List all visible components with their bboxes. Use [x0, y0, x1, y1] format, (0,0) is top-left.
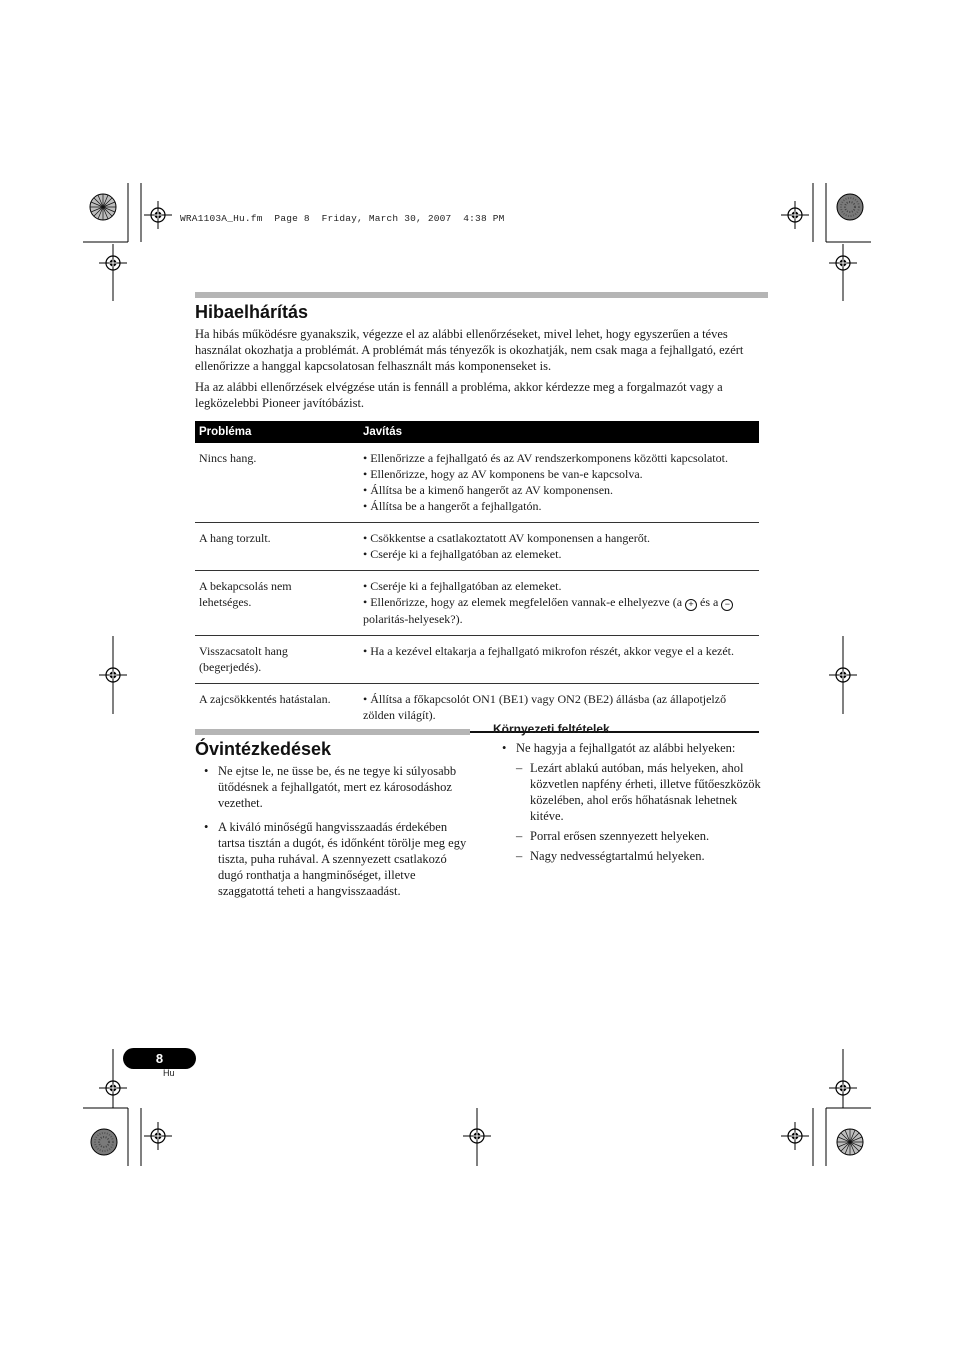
troubleshooting-title: Hibaelhárítás	[195, 302, 309, 322]
fix-text: polaritás-helyesek?).	[363, 612, 463, 626]
page-number-badge: 8	[123, 1048, 196, 1069]
fix-line: • Állítsa be a kimenő hangerőt az AV komponensen.	[363, 483, 614, 497]
list-item: • Ne ejtse le, ne üsse be, és ne tegye ki súlyosabb ütődésnek a fejhallgatót, mert ez károsodáshoz vezethet.	[196, 763, 472, 811]
col-header-fix: Javítás	[359, 421, 759, 443]
table-row	[195, 571, 759, 636]
minus-polarity-icon: −	[721, 599, 733, 611]
problem-cell: Visszacsatolt hang (begerjedés).	[195, 636, 359, 684]
troubleshooting-table	[195, 421, 759, 733]
environment-sublist	[494, 760, 768, 864]
troubleshooting-intro-2: Ha az alábbi ellenőrzések elvégzése után is fennáll a probléma, akkor kérdezze meg a forgalmazót vagy a legközelebbi Pioneer javítóbázist.	[195, 380, 723, 410]
precautions-title: Óvintézkedések	[195, 739, 332, 759]
fix-line	[363, 594, 755, 627]
environment-title: Környezeti feltételek	[493, 722, 610, 736]
fix-cell	[359, 443, 759, 523]
table-row	[195, 684, 759, 733]
section-bar-troubleshooting	[195, 292, 768, 298]
environment-block	[494, 740, 768, 868]
fix-text: és a	[700, 595, 719, 609]
col-header-problem: Probléma	[195, 421, 359, 443]
problem-cell: A bekapcsolás nem lehetséges.	[195, 571, 359, 636]
troubleshooting-intro-1: Ha hibás működésre gyanakszik, végezze el az alábbi ellenőrzéseket, mivel lehet, hogy egyszerűen a téves használat okozhatja a problémát. A problémát más tényezők is okozhatják, nem csak maga a fejhallgató, ezért ellenőrizze a hanggal kapcsolatosan felhasznált más komponenseket is.	[195, 327, 744, 373]
fix-line: • Ellenőrizze, hogy az AV komponens be van-e kapcsolva.	[363, 467, 643, 481]
table-row	[195, 443, 759, 523]
fix-line: • Csökkentse a csatlakoztatott AV komponensen a hangerőt.	[363, 531, 651, 545]
list-item: • A kiváló minőségű hangvisszaadás érdekében tartsa tisztán a dugót, és időnként törölje meg egy tiszta, puha ruhával. A szennyezett csatlakozó dugó ronthatja a hangminőséget, illetve szaggatottá teheti a hangvisszaadást.	[196, 819, 472, 899]
table-header-row	[195, 421, 759, 443]
problem-cell: Nincs hang.	[195, 443, 359, 523]
fix-cell	[359, 636, 759, 684]
file-header-line: WRA1103A_Hu.fm Page 8 Friday, March 30, 2007 4:38 PM	[180, 213, 505, 224]
fix-line: • Ellenőrizze a fejhallgató és az AV rendszerkomponens közötti kapcsolatot.	[363, 451, 728, 465]
section-bar-precautions	[195, 729, 470, 735]
fix-line: • Cseréje ki a fejhallgatóban az elemeket.	[363, 547, 562, 561]
sub-list-item: – Nagy nedvességtartalmú helyeken.	[494, 848, 768, 864]
sub-list-item: – Porral erősen szennyezett helyeken.	[494, 828, 768, 844]
list-item	[494, 740, 768, 864]
precautions-list	[196, 763, 472, 907]
fix-line: • Állítsa be a hangerőt a fejhallgatón.	[363, 499, 542, 513]
fix-line: • Állítsa a főkapcsolót ON1 (BE1) vagy ON2 (BE2) állásba (az állapotjelző zölden világít).	[363, 692, 727, 722]
fix-cell	[359, 571, 759, 636]
environment-list	[494, 740, 768, 864]
environment-bullet: Ne hagyja a fejhallgatót az alábbi helyeken:	[516, 741, 736, 755]
fix-cell	[359, 523, 759, 571]
plus-polarity-icon: +	[685, 599, 697, 611]
language-code: Hu	[163, 1068, 175, 1078]
table-row	[195, 636, 759, 684]
fix-line: • Ha a kezével eltakarja a fejhallgató mikrofon részét, akkor vegye el a kezét.	[363, 644, 735, 658]
fix-text: • Ellenőrizze, hogy az elemek megfelelően vannak-e elhelyezve (a	[363, 595, 683, 609]
table-row	[195, 523, 759, 571]
problem-cell: A zajcsökkentés hatástalan.	[195, 684, 359, 733]
fix-line: • Cseréje ki a fejhallgatóban az elemeket.	[363, 579, 562, 593]
problem-cell: A hang torzult.	[195, 523, 359, 571]
sub-list-item: – Lezárt ablakú autóban, más helyeken, ahol közvetlen napfény érheti, illetve fűtőeszközök közelében, ahol erős hőhatásnak lehetnek kitéve.	[494, 760, 768, 824]
